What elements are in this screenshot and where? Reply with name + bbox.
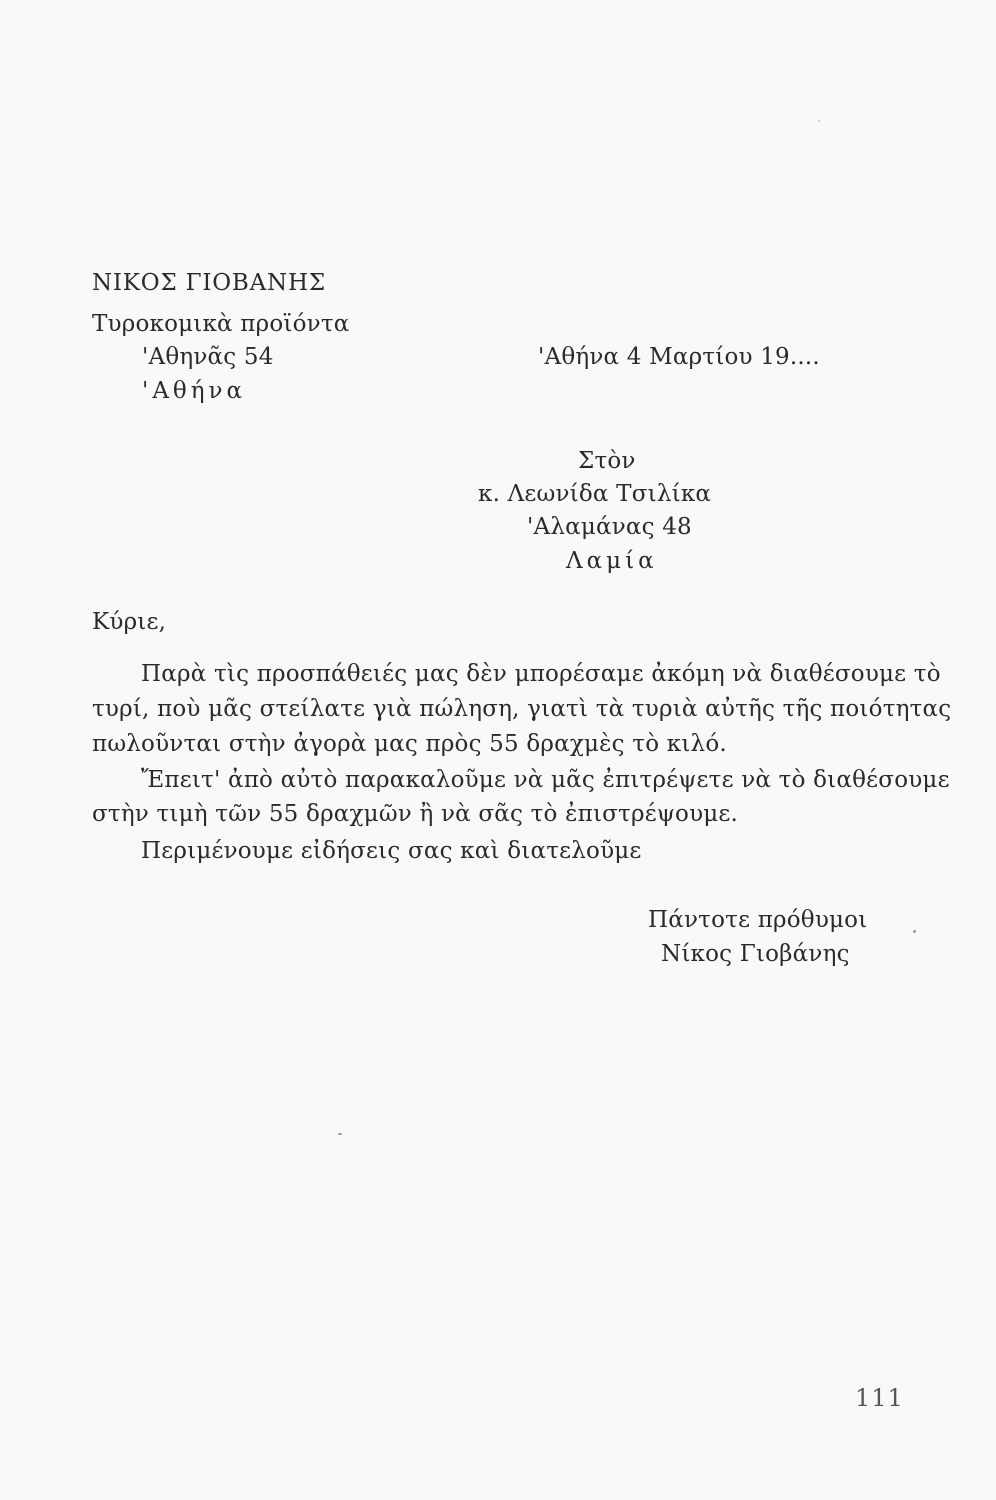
sender-street: 'Αθηνᾶς 54 — [142, 344, 274, 370]
body-paragraph-2-line-1: Ἔπειτ' ἀπὸ αὐτὸ παρακαλοῦμε νὰ μᾶς ἐπιτρέψετε νὰ τὸ διαθέσουμε — [141, 767, 950, 793]
recipient-city: Λαμία — [566, 548, 658, 574]
recipient-name: κ. Λεωνίδα Τσιλίκα — [478, 481, 712, 507]
signature: Νίκος Γιοβάνης — [661, 941, 850, 967]
sender-business: Τυροκομικὰ προϊόντα — [92, 311, 350, 337]
paper-speck — [818, 120, 820, 122]
body-paragraph-1-line-1: Παρὰ τὶς προσπάθειές μας δὲν μπορέσαμε ἀκόμη νὰ διαθέσουμε τὸ — [141, 661, 941, 687]
closing: Πάντοτε πρόθυμοι — [648, 907, 868, 933]
body-paragraph-3-line-1: Περιμένουμε εἰδήσεις σας καὶ διατελοῦμε — [141, 838, 642, 864]
page-number: 111 — [855, 1384, 904, 1412]
salutation: Κύριε, — [92, 609, 167, 635]
letter-date: 'Αθήνα 4 Μαρτίου 19.... — [538, 344, 820, 370]
recipient-street: 'Αλαμάνας 48 — [527, 514, 692, 540]
body-paragraph-2-line-2: στὴν τιμὴ τῶν 55 δραχμῶν ἢ νὰ σᾶς τὸ ἐπιστρέψουμε. — [92, 801, 739, 827]
body-paragraph-1-line-2: τυρί, ποὺ μᾶς στείλατε γιὰ πώληση, γιατὶ τὰ τυριὰ αὐτῆς τῆς ποιότητας — [92, 696, 952, 722]
paper-speck — [338, 1133, 342, 1135]
sender-city: 'Αθήνα — [142, 378, 247, 404]
sender-name: ΝΙΚΟΣ ΓΙΟΒΑΝΗΣ — [92, 270, 326, 296]
paper-speck — [913, 930, 916, 933]
body-paragraph-1-line-3: πωλοῦνται στὴν ἀγορὰ μας πρὸς 55 δραχμὲς τὸ κιλό. — [92, 731, 727, 757]
recipient-to: Στὸν — [578, 448, 636, 474]
